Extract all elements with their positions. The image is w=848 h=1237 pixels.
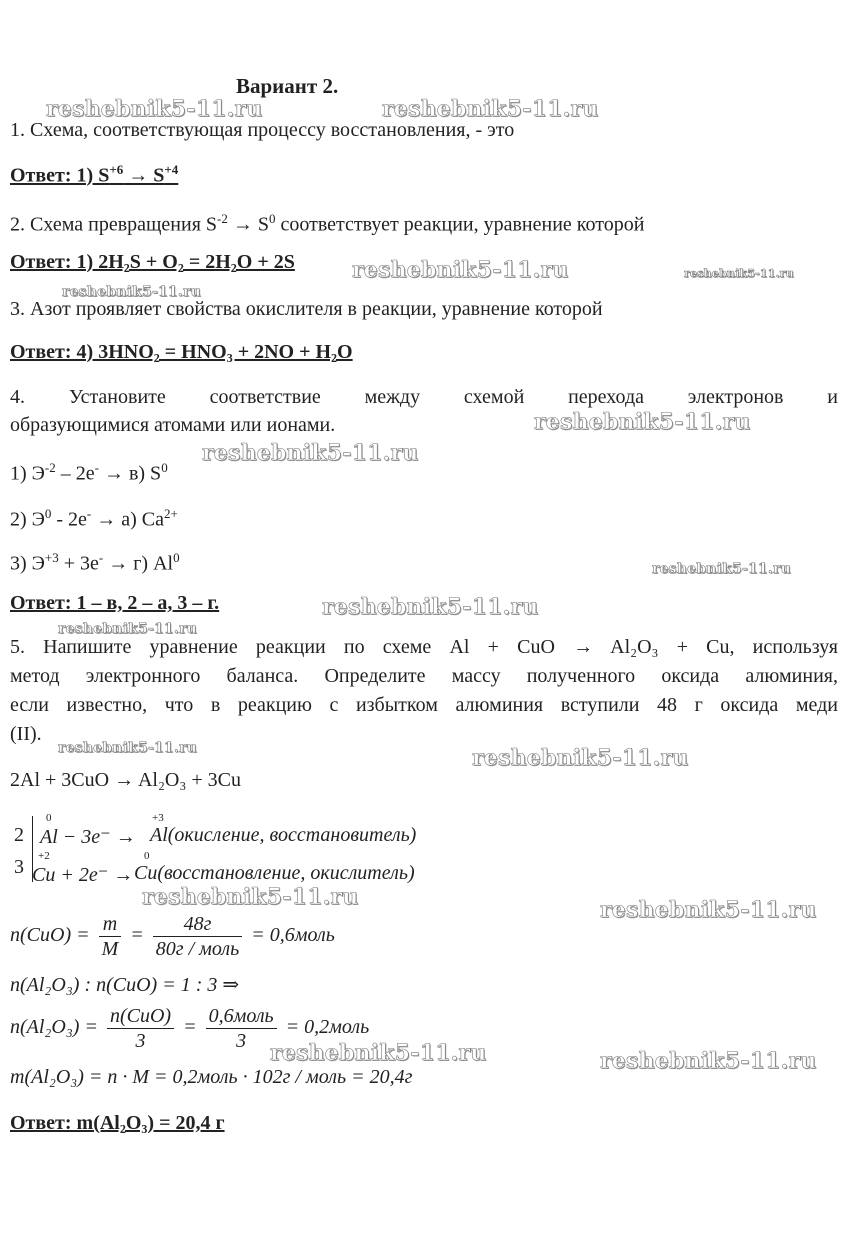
reaction-equation: 2Al + 3CuO → Al₂O₃ + 3Cu: [10, 769, 241, 791]
question-5-line-4: (II).: [10, 723, 42, 745]
question-4-line-2: образующимися атомами или ионами.: [10, 414, 336, 436]
watermark: reshebnik5-11.ru: [600, 1048, 817, 1074]
answer-4: Ответ: 1 – в, 2 – а, 3 – г.: [10, 592, 220, 614]
balance-product: Al(окисление, восстановитель): [150, 824, 417, 846]
watermark: reshebnik5-11.ru: [684, 267, 794, 280]
watermark: reshebnik5-11.ru: [270, 1040, 487, 1066]
page-title: Вариант 2.: [236, 74, 339, 98]
question-3: 3. Азот проявляет свойства окислителя в реакции, уравнение которой: [10, 298, 603, 320]
match-item-3: 3) $Э^{+3} + 3e^- \to г$) Al$^0$: [10, 550, 180, 575]
watermark: reshebnik5-11.ru: [652, 561, 791, 577]
question-4-line-1: 4. Установите соответствие между схемой перехода электронов и: [10, 386, 838, 408]
question-5-line-1: 5. Напишите уравнение реакции по схеме Al + CuO → Al₂O₃ + Cu, используя: [10, 636, 838, 658]
oxidation-state: 0: [144, 850, 150, 862]
watermark: reshebnik5-11.ru: [62, 284, 201, 300]
answer-2: Ответ: 1) 2H₂S + O₂ = 2H₂O + 2S: [10, 251, 295, 273]
answer-1: Ответ: 1) $S^{+6} \to S^{+4}$: [10, 162, 179, 187]
oxidation-state: +2: [38, 850, 50, 862]
balance-coef: 3: [14, 856, 24, 878]
question-2: 2. Схема превращения $S^{-2} \to S^0$ соответствует реакции, уравнение которой: [10, 211, 645, 236]
watermark: reshebnik5-11.ru: [58, 621, 197, 637]
balance-half-reaction: Al − 3e⁻ →: [40, 826, 136, 848]
watermark: reshebnik5-11.ru: [46, 96, 263, 122]
question-5-line-3: если известно, что в реакцию с избытком алюминия вступили 48 г оксида меди: [10, 694, 838, 716]
calc-mass-al2o3: m(Al₂O₃) = n · M = 0,2моль · 102г / моль = 20,4г: [10, 1066, 413, 1088]
oxidation-state: 0: [46, 812, 52, 824]
watermark: reshebnik5-11.ru: [534, 409, 751, 435]
question-1: 1. Схема, соответствующая процессу восстановления, - это: [10, 119, 515, 141]
calc-moles-al2o3: n(Al₂O₃) = $\frac{\text{n(CuO)}}{3}$ = $\frac{\text{0,6моль}}{3}$ = 0,2моль: [10, 1005, 370, 1052]
match-item-2: 2) $Э^0 - 2e^- \to а$) $Ca^{2+}$: [10, 506, 178, 531]
watermark: reshebnik5-11.ru: [202, 440, 419, 466]
watermark: reshebnik5-11.ru: [472, 745, 689, 771]
answer-3: Ответ: 4) 3HNO₂ = HNO₃ + 2NO + H₂O: [10, 341, 353, 363]
oxidation-state: +3: [152, 812, 164, 824]
balance-coef: 2: [14, 824, 24, 846]
watermark: reshebnik5-11.ru: [58, 740, 197, 756]
calc-moles-cuo: n(CuO) = $\frac{m}{M}$ = $\frac{48г}{\text{80г / моль}}$ = 0,6моль: [10, 913, 335, 960]
question-5-line-2: метод электронного баланса. Определите массу полученного оксида алюминия,: [10, 665, 838, 687]
answer-5: Ответ: m(Al₂O₃) = 20,4 г: [10, 1112, 225, 1134]
watermark: reshebnik5-11.ru: [600, 897, 817, 923]
watermark: reshebnik5-11.ru: [352, 257, 569, 283]
watermark: reshebnik5-11.ru: [142, 884, 359, 910]
watermark: reshebnik5-11.ru: [322, 594, 539, 620]
electron-balance: [10, 812, 450, 886]
balance-half-reaction: Cu + 2e⁻ →: [32, 864, 134, 886]
balance-product: Cu(восстановление, окислитель): [134, 862, 415, 884]
watermark: reshebnik5-11.ru: [382, 96, 599, 122]
match-item-1: 1) $Э^{-2} - 2e^- \to в$) $S^0$: [10, 460, 168, 485]
calc-ratio: n(Al₂O₃) : n(CuO) = 1 : 3 ⇒: [10, 974, 240, 996]
